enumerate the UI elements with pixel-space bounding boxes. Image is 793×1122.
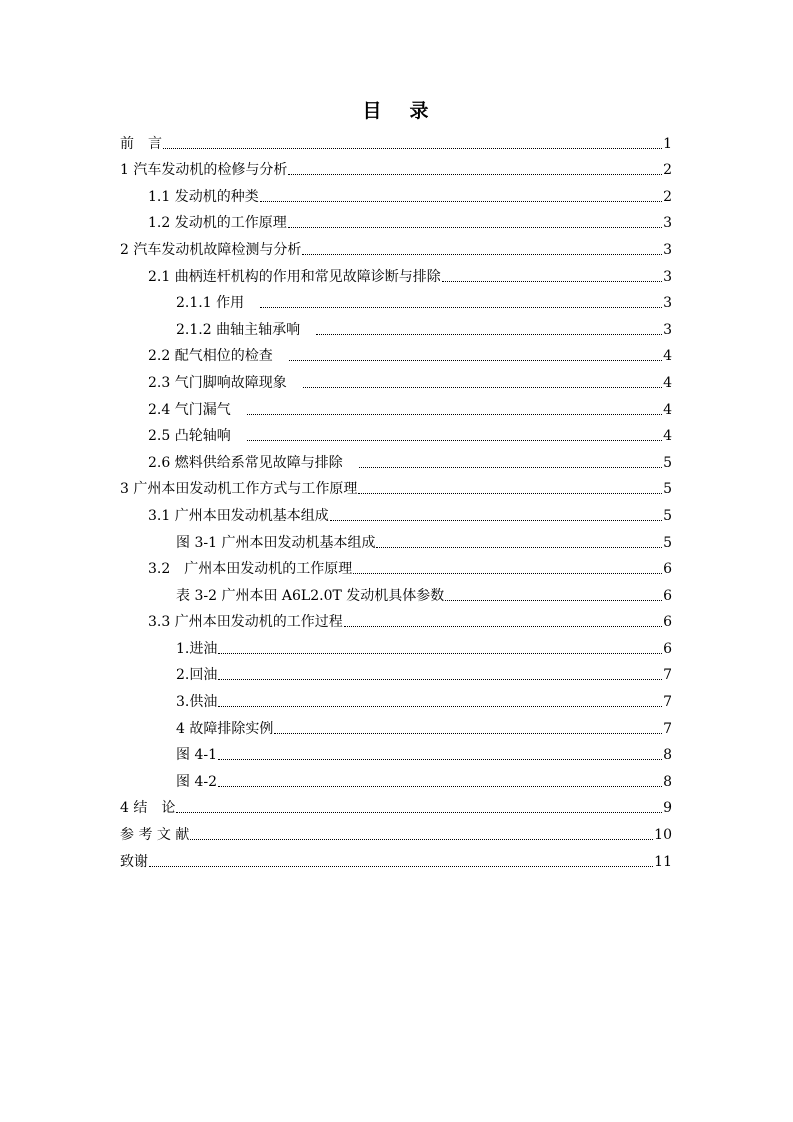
toc-entry[interactable] (120, 817, 672, 844)
toc-entry[interactable] (120, 472, 672, 499)
toc-dot-leader (359, 467, 662, 468)
toc-entry-label: 图 4-1 (176, 747, 217, 764)
toc-entry-label: 2.4 气门漏气 (148, 401, 231, 418)
toc-dot-leader (218, 759, 662, 760)
toc-entry[interactable] (120, 631, 672, 658)
toc-dot-leader (303, 387, 662, 388)
toc-entry-label: 参 考 文 献 (120, 827, 190, 844)
toc-entry-label: 2 汽车发动机故障检测与分析 (120, 241, 302, 258)
toc-dot-leader (344, 626, 662, 627)
toc-entry[interactable] (120, 711, 672, 738)
toc-entry[interactable] (120, 605, 672, 632)
toc-entry[interactable] (120, 286, 672, 313)
toc-dot-leader (260, 201, 662, 202)
toc-entry-label: 3.1 广州本田发动机基本组成 (148, 507, 329, 524)
toc-entry-page-number: 7 (663, 720, 672, 737)
toc-dot-leader (288, 174, 662, 175)
toc-entry-page-number: 3 (663, 215, 672, 232)
toc-dot-leader (288, 227, 662, 228)
toc-entry-page-number: 8 (663, 773, 672, 790)
toc-entry-label: 3.2 广州本田发动机的工作原理 (148, 561, 353, 578)
toc-dot-leader (445, 600, 662, 601)
toc-entry[interactable] (120, 738, 672, 765)
toc-entry-label: 4 结 论 (120, 800, 176, 817)
toc-entry-page-number: 3 (663, 241, 672, 258)
toc-entry-label: 2.5 凸轮轴响 (148, 428, 231, 445)
toc-entry-label: 2.回油 (176, 667, 218, 684)
toc-dot-leader (218, 786, 662, 787)
toc-entry-label: 3 广州本田发动机工作方式与工作原理 (120, 481, 358, 498)
toc-entry[interactable] (120, 445, 672, 472)
toc-entry-page-number: 6 (663, 640, 672, 657)
toc-entry-page-number: 5 (663, 481, 672, 498)
toc-entry[interactable] (120, 179, 672, 206)
toc-entry-page-number: 6 (663, 587, 672, 604)
title-char-left: 目 (362, 100, 384, 122)
toc-entry-label: 图 3-1 广州本田发动机基本组成 (176, 534, 376, 551)
toc-dot-leader (316, 334, 662, 335)
toc-entry-label: 3.供油 (176, 694, 218, 711)
toc-entry-label: 1.1 发动机的种类 (148, 188, 259, 205)
toc-entry-page-number: 2 (663, 162, 672, 179)
toc-entry[interactable] (120, 791, 672, 818)
toc-entry-page-number: 3 (663, 268, 672, 285)
toc-entry-page-number: 10 (654, 827, 672, 844)
toc-entry[interactable] (120, 339, 672, 366)
toc-dot-leader (176, 812, 662, 813)
toc-dot-leader (218, 679, 662, 680)
toc-dot-leader (376, 547, 662, 548)
toc-entry[interactable] (120, 844, 672, 871)
toc-entry[interactable] (120, 259, 672, 286)
toc-entry[interactable] (120, 525, 672, 552)
toc-entry-page-number: 3 (663, 321, 672, 338)
toc-entry-page-number: 2 (663, 188, 672, 205)
toc-entry-page-number: 4 (663, 428, 672, 445)
toc-entry-label: 图 4-2 (176, 773, 217, 790)
toc-dot-leader (163, 148, 662, 149)
toc-dot-leader (247, 414, 662, 415)
toc-entry-page-number: 6 (663, 614, 672, 631)
toc-entry-page-number: 11 (654, 853, 672, 870)
toc-entry[interactable] (120, 153, 672, 180)
toc-entry[interactable] (120, 312, 672, 339)
table-of-contents (120, 126, 672, 871)
toc-entry[interactable] (120, 658, 672, 685)
toc-entry[interactable] (120, 206, 672, 233)
page-title (0, 99, 793, 123)
toc-entry[interactable] (120, 552, 672, 579)
toc-entry-label: 致谢 (120, 853, 148, 870)
toc-entry-label: 4 故障排除实例 (176, 720, 274, 737)
toc-entry[interactable] (120, 419, 672, 446)
toc-entry-page-number: 9 (663, 800, 672, 817)
toc-entry-page-number: 6 (663, 561, 672, 578)
toc-entry-label: 1.2 发动机的工作原理 (148, 215, 287, 232)
toc-entry-page-number: 4 (663, 348, 672, 365)
toc-entry[interactable] (120, 684, 672, 711)
toc-dot-leader (190, 839, 653, 840)
toc-entry-label: 2.1.1 作用 (176, 295, 245, 312)
toc-entry[interactable] (120, 365, 672, 392)
toc-entry[interactable] (120, 232, 672, 259)
toc-entry-page-number: 5 (663, 534, 672, 551)
toc-dot-leader (442, 281, 662, 282)
toc-entry[interactable] (120, 764, 672, 791)
toc-entry-label: 2.2 配气相位的检查 (148, 348, 273, 365)
toc-dot-leader (358, 493, 662, 494)
toc-entry[interactable] (120, 392, 672, 419)
toc-dot-leader (302, 254, 662, 255)
toc-entry-label: 3.3 广州本田发动机的工作过程 (148, 614, 343, 631)
toc-entry-label: 2.6 燃料供给系常见故障与排除 (148, 454, 343, 471)
toc-entry-page-number: 4 (663, 401, 672, 418)
toc-entry-page-number: 7 (663, 694, 672, 711)
toc-entry-page-number: 1 (663, 135, 672, 152)
toc-dot-leader (247, 440, 662, 441)
toc-entry-label: 2.1 曲柄连杆机构的作用和常见故障诊断与排除 (148, 268, 441, 285)
toc-dot-leader (260, 307, 662, 308)
toc-dot-leader (289, 360, 662, 361)
toc-entry-label: 表 3-2 广州本田 A6L2.0T 发动机具体参数 (176, 587, 445, 604)
toc-entry[interactable] (120, 498, 672, 525)
toc-entry-page-number: 5 (663, 507, 672, 524)
toc-entry-label: 1.进油 (176, 640, 218, 657)
toc-entry[interactable] (120, 126, 672, 153)
toc-entry-label: 1 汽车发动机的检修与分析 (120, 162, 288, 179)
title-char-right: 录 (409, 100, 431, 122)
toc-entry-label: 前 言 (120, 135, 162, 152)
toc-dot-leader (274, 733, 662, 734)
toc-entry-label: 2.1.2 曲轴主轴承响 (176, 321, 301, 338)
toc-entry-page-number: 5 (663, 454, 672, 471)
toc-entry-label: 2.3 气门脚响故障现象 (148, 374, 287, 391)
toc-dot-leader (218, 706, 662, 707)
toc-dot-leader (353, 573, 662, 574)
toc-dot-leader (218, 653, 662, 654)
toc-dot-leader (149, 866, 653, 867)
toc-dot-leader (330, 520, 662, 521)
toc-entry-page-number: 3 (663, 295, 672, 312)
toc-entry-page-number: 7 (663, 667, 672, 684)
toc-entry-page-number: 8 (663, 747, 672, 764)
toc-entry[interactable] (120, 578, 672, 605)
toc-entry-page-number: 4 (663, 374, 672, 391)
